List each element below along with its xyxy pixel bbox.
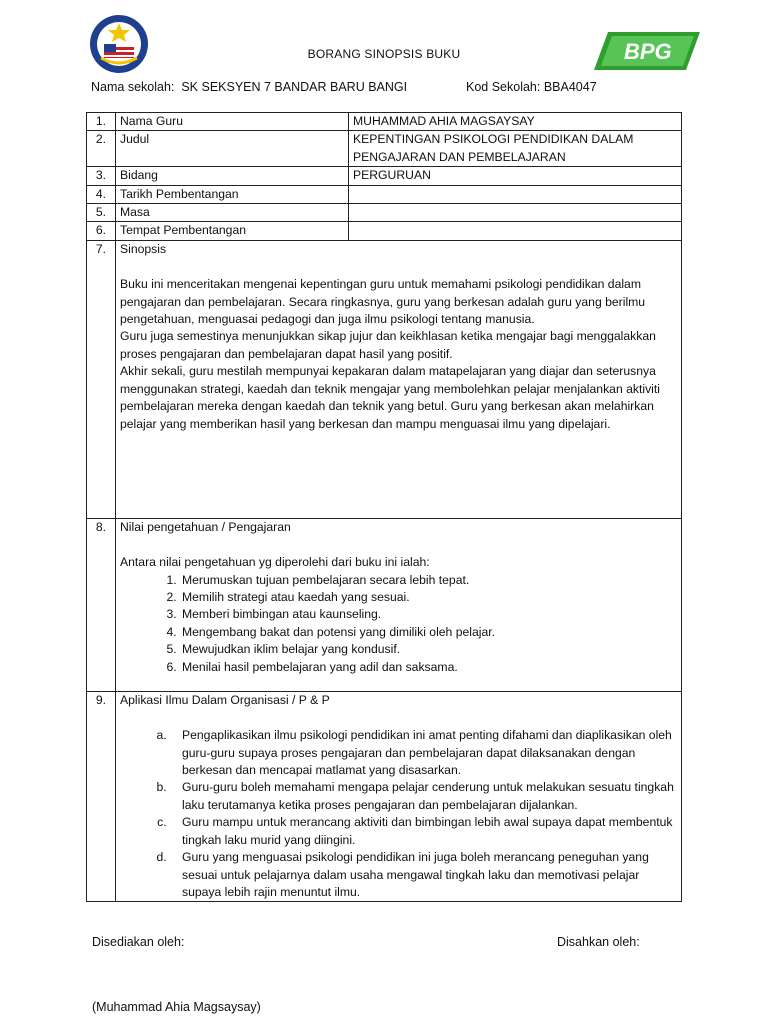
row-number: 6. xyxy=(87,222,116,240)
row-value xyxy=(349,222,682,240)
ministry-logo xyxy=(86,14,152,76)
row-label: Nama Guru xyxy=(116,113,349,131)
sinopsis-paragraph: Guru juga semestinya menunjukkan sikap jujur dan keikhlasan ketika mengajar bagi menggalakkan proses pengajaran dan pembelajaran dapat hasil yang positif. xyxy=(120,329,656,361)
school-label: Nama sekolah: xyxy=(91,80,175,94)
row-tempat xyxy=(87,222,682,240)
row-number: 7. xyxy=(87,240,116,518)
list-item: 4. Mengembang bakat dan potensi yang dimiliki oleh pelajar. xyxy=(180,624,677,641)
school-code-line xyxy=(466,80,597,94)
row-label: Tempat Pembentangan xyxy=(116,222,349,240)
aplikasi-label: Aplikasi Ilmu Dalam Organisasi / P & P xyxy=(120,692,330,707)
row-value: KEPENTINGAN PSIKOLOGI PENDIDIKAN DALAM PENGAJARAN DAN PEMBELAJARAN xyxy=(349,131,682,167)
row-label: Bidang xyxy=(116,167,349,185)
list-item: 1. Merumuskan tujuan pembelajaran secara lebih tepat. xyxy=(180,572,677,589)
row-value xyxy=(349,185,682,203)
sinopsis-cell xyxy=(116,240,682,518)
row-bidang xyxy=(87,167,682,185)
bpg-logo-text: BPG xyxy=(624,39,672,64)
row-masa xyxy=(87,204,682,222)
school-name: SK SEKSYEN 7 BANDAR BARU BANGI xyxy=(181,80,408,94)
school-code-value: BBA4047 xyxy=(543,80,597,94)
list-item: 2. Memilih strategi atau kaedah yang sesuai. xyxy=(180,589,677,606)
list-item: 3. Memberi bimbingan atau kaunseling. xyxy=(180,606,677,623)
row-value: PERGURUAN xyxy=(349,167,682,185)
row-number: 4. xyxy=(87,185,116,203)
row-aplikasi xyxy=(87,691,682,901)
nilai-cell xyxy=(116,518,682,691)
sinopsis-paragraph: Akhir sekali, guru mestilah mempunyai kepakaran dalam matapelajaran yang diajar dan seterusnya menggunakan strategi, kaedah dan teknik mengajar yang membolehkan pelajar menjalankan aktiviti pembelajaran mereka dengan kaedah dan teknik yang betul. Guru yang berkesan akan melahirkan pelajar yang memberikan hasil yang berkesan dan mampu menguasai ilmu yang dipelajari. xyxy=(120,364,660,431)
nilai-list xyxy=(120,572,677,676)
row-value: MUHAMMAD AHIA MAGSAYSAY xyxy=(349,113,682,131)
list-item: d. Guru yang menguasai psikologi pendidikan ini juga boleh merancang peneguhan yang sesuai untuk pelajarnya dalam usaha mengawal tingkah laku dan memotivasi pelajar supaya lebih rajin menuntut ilmu. xyxy=(170,849,677,901)
row-label: Masa xyxy=(116,204,349,222)
signature-name: (Muhammad Ahia Magsaysay) xyxy=(92,1000,261,1014)
list-item: a. Pengaplikasikan ilmu psikologi pendidikan ini amat penting difahami dan diaplikasikan oleh guru-guru supaya proses pengajaran dan pembelajaran dapat dilaksanakan dengan berkesan dan mencapai matlamat yang disasarkan. xyxy=(170,727,677,779)
row-nama-guru xyxy=(87,113,682,131)
nilai-label: Nilai pengetahuan / Pengajaran xyxy=(120,519,291,534)
list-item: b. Guru-guru boleh memahami mengapa pelajar cenderung untuk melakukan sesuatu tingkah laku terutamanya ketika proses pengajaran dan pembelajaran dijalankan. xyxy=(170,779,677,814)
row-tarikh xyxy=(87,185,682,203)
aplikasi-list xyxy=(120,727,677,901)
row-number: 9. xyxy=(87,691,116,901)
row-value xyxy=(349,204,682,222)
row-number: 3. xyxy=(87,167,116,185)
row-number: 2. xyxy=(87,131,116,167)
school-name-line xyxy=(91,80,407,94)
row-number: 1. xyxy=(87,113,116,131)
list-item: c. Guru mampu untuk merancang aktiviti dan bimbingan lebih awal supaya dapat membentuk tingkah laku murid yang diingini. xyxy=(170,814,677,849)
row-label: Tarikh Pembentangan xyxy=(116,185,349,203)
sinopsis-label: Sinopsis xyxy=(120,241,167,256)
prepared-by-label: Disediakan oleh: xyxy=(92,935,185,949)
list-item: 5. Mewujudkan iklim belajar yang kondusif. xyxy=(180,641,677,658)
row-label: Judul xyxy=(116,131,349,167)
form-title: BORANG SINOPSIS BUKU xyxy=(307,47,461,61)
row-sinopsis xyxy=(87,240,682,518)
row-nilai xyxy=(87,518,682,691)
synopsis-form-table xyxy=(86,112,682,902)
list-item: 6. Menilai hasil pembelajaran yang adil dan saksama. xyxy=(180,659,677,676)
row-number: 8. xyxy=(87,518,116,691)
sinopsis-paragraph: Buku ini menceritakan mengenai kepentingan guru untuk memahami psikologi pendidikan dalam pengajaran dan pembelajaran. Secara ringkasnya, guru yang berkesan adalah guru yang berilmu pengetahuan, menguasai pedagogi dan juga ilmu psikologi tentang manusia. xyxy=(120,277,646,327)
row-number: 5. xyxy=(87,204,116,222)
approved-by-label: Disahkan oleh: xyxy=(557,935,640,949)
aplikasi-cell xyxy=(116,691,682,901)
row-judul xyxy=(87,131,682,167)
school-code-label: Kod Sekolah: xyxy=(466,80,541,94)
nilai-intro: Antara nilai pengetahuan yg diperolehi dari buku ini ialah: xyxy=(120,555,430,570)
